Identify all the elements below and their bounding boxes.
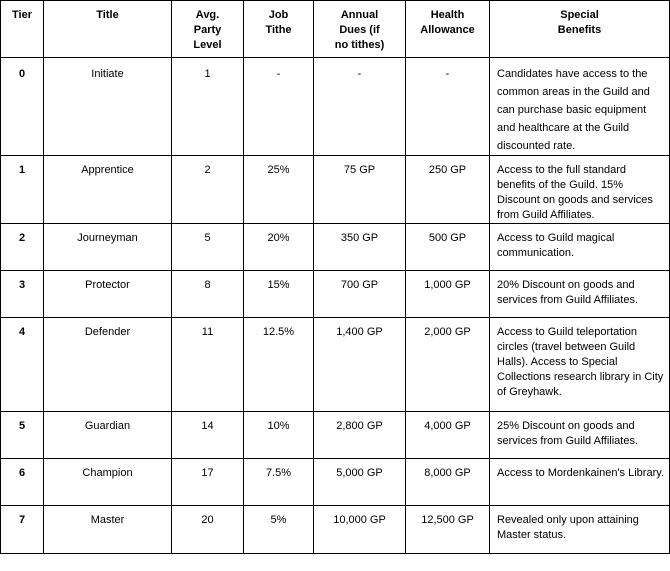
header-title-label: Title [96,9,119,21]
header-job-tithe-label: Job Tithe [265,9,292,36]
benefits-cell: 20% Discount on goods and services from Guild Affiliates. [490,271,670,318]
header-annual-dues [314,1,406,58]
tier-cell: 0 [1,58,44,156]
dues-cell: 5,000 GP [314,459,406,506]
dues-cell: 75 GP [314,156,406,224]
dues-cell: - [314,58,406,156]
title-cell: Protector [44,271,172,318]
table-row [1,459,670,506]
dues-cell: 1,400 GP [314,318,406,412]
tithe-cell: 25% [244,156,314,224]
dues-cell: 350 GP [314,224,406,271]
header-tier-label: Tier [12,9,32,21]
header-title [44,1,172,58]
tithe-cell: 5% [244,506,314,554]
tithe-cell: - [244,58,314,156]
health-cell: - [406,58,490,156]
benefits-cell: 25% Discount on goods and services from Guild Affiliates. [490,412,670,459]
level-cell: 1 [172,58,244,156]
tier-cell: 7 [1,506,44,554]
level-cell: 20 [172,506,244,554]
title-cell: Apprentice [44,156,172,224]
dues-cell: 700 GP [314,271,406,318]
title-cell: Initiate [44,58,172,156]
table-row [1,58,670,156]
tier-cell: 1 [1,156,44,224]
header-health-allowance [406,1,490,58]
benefits-cell: Revealed only upon attaining Master status. [490,506,670,554]
benefits-cell: Access to the full standard benefits of the Guild. 15% Discount on goods and services from Guild Affiliates. [490,156,670,224]
benefits-cell: Access to Guild teleportation circles (travel between Guild Halls). Access to Special Collections research library in City of Greyhawk. [490,318,670,412]
tier-cell: 2 [1,224,44,271]
table-header-row [1,1,670,58]
header-annual-dues-label: Annual Dues (if no tithes) [334,9,385,51]
tithe-cell: 10% [244,412,314,459]
tier-cell: 4 [1,318,44,412]
level-cell: 11 [172,318,244,412]
header-special-benefits-label: Special Benefits [557,9,602,36]
health-cell: 12,500 GP [406,506,490,554]
health-cell: 1,000 GP [406,271,490,318]
header-job-tithe [244,1,314,58]
level-cell: 14 [172,412,244,459]
tier-cell: 3 [1,271,44,318]
table-row [1,506,670,554]
tithe-cell: 7.5% [244,459,314,506]
level-cell: 8 [172,271,244,318]
title-cell: Champion [44,459,172,506]
health-cell: 4,000 GP [406,412,490,459]
health-cell: 8,000 GP [406,459,490,506]
tithe-cell: 20% [244,224,314,271]
tier-cell: 6 [1,459,44,506]
health-cell: 2,000 GP [406,318,490,412]
table-row [1,412,670,459]
table-row [1,318,670,412]
tithe-cell: 12.5% [244,318,314,412]
level-cell: 17 [172,459,244,506]
header-avg-party-level [172,1,244,58]
benefits-cell: Access to Mordenkainen's Library. [490,459,670,506]
header-health-allowance-label: Health Allowance [420,9,475,36]
level-cell: 2 [172,156,244,224]
table-row [1,271,670,318]
health-cell: 250 GP [406,156,490,224]
dues-cell: 10,000 GP [314,506,406,554]
title-cell: Journeyman [44,224,172,271]
tithe-cell: 15% [244,271,314,318]
header-avg-party-level-label: Avg. Party Level [193,9,222,51]
header-special-benefits [490,1,670,58]
tier-cell: 5 [1,412,44,459]
title-cell: Guardian [44,412,172,459]
health-cell: 500 GP [406,224,490,271]
benefits-cell: Access to Guild magical communication. [490,224,670,271]
level-cell: 5 [172,224,244,271]
header-tier [1,1,44,58]
dues-cell: 2,800 GP [314,412,406,459]
title-cell: Defender [44,318,172,412]
benefits-cell: Candidates have access to the common areas in the Guild and can purchase basic equipment and healthcare at the Guild discounted rate. [490,58,670,156]
table-row [1,156,670,224]
title-cell: Master [44,506,172,554]
table-row [1,224,670,271]
